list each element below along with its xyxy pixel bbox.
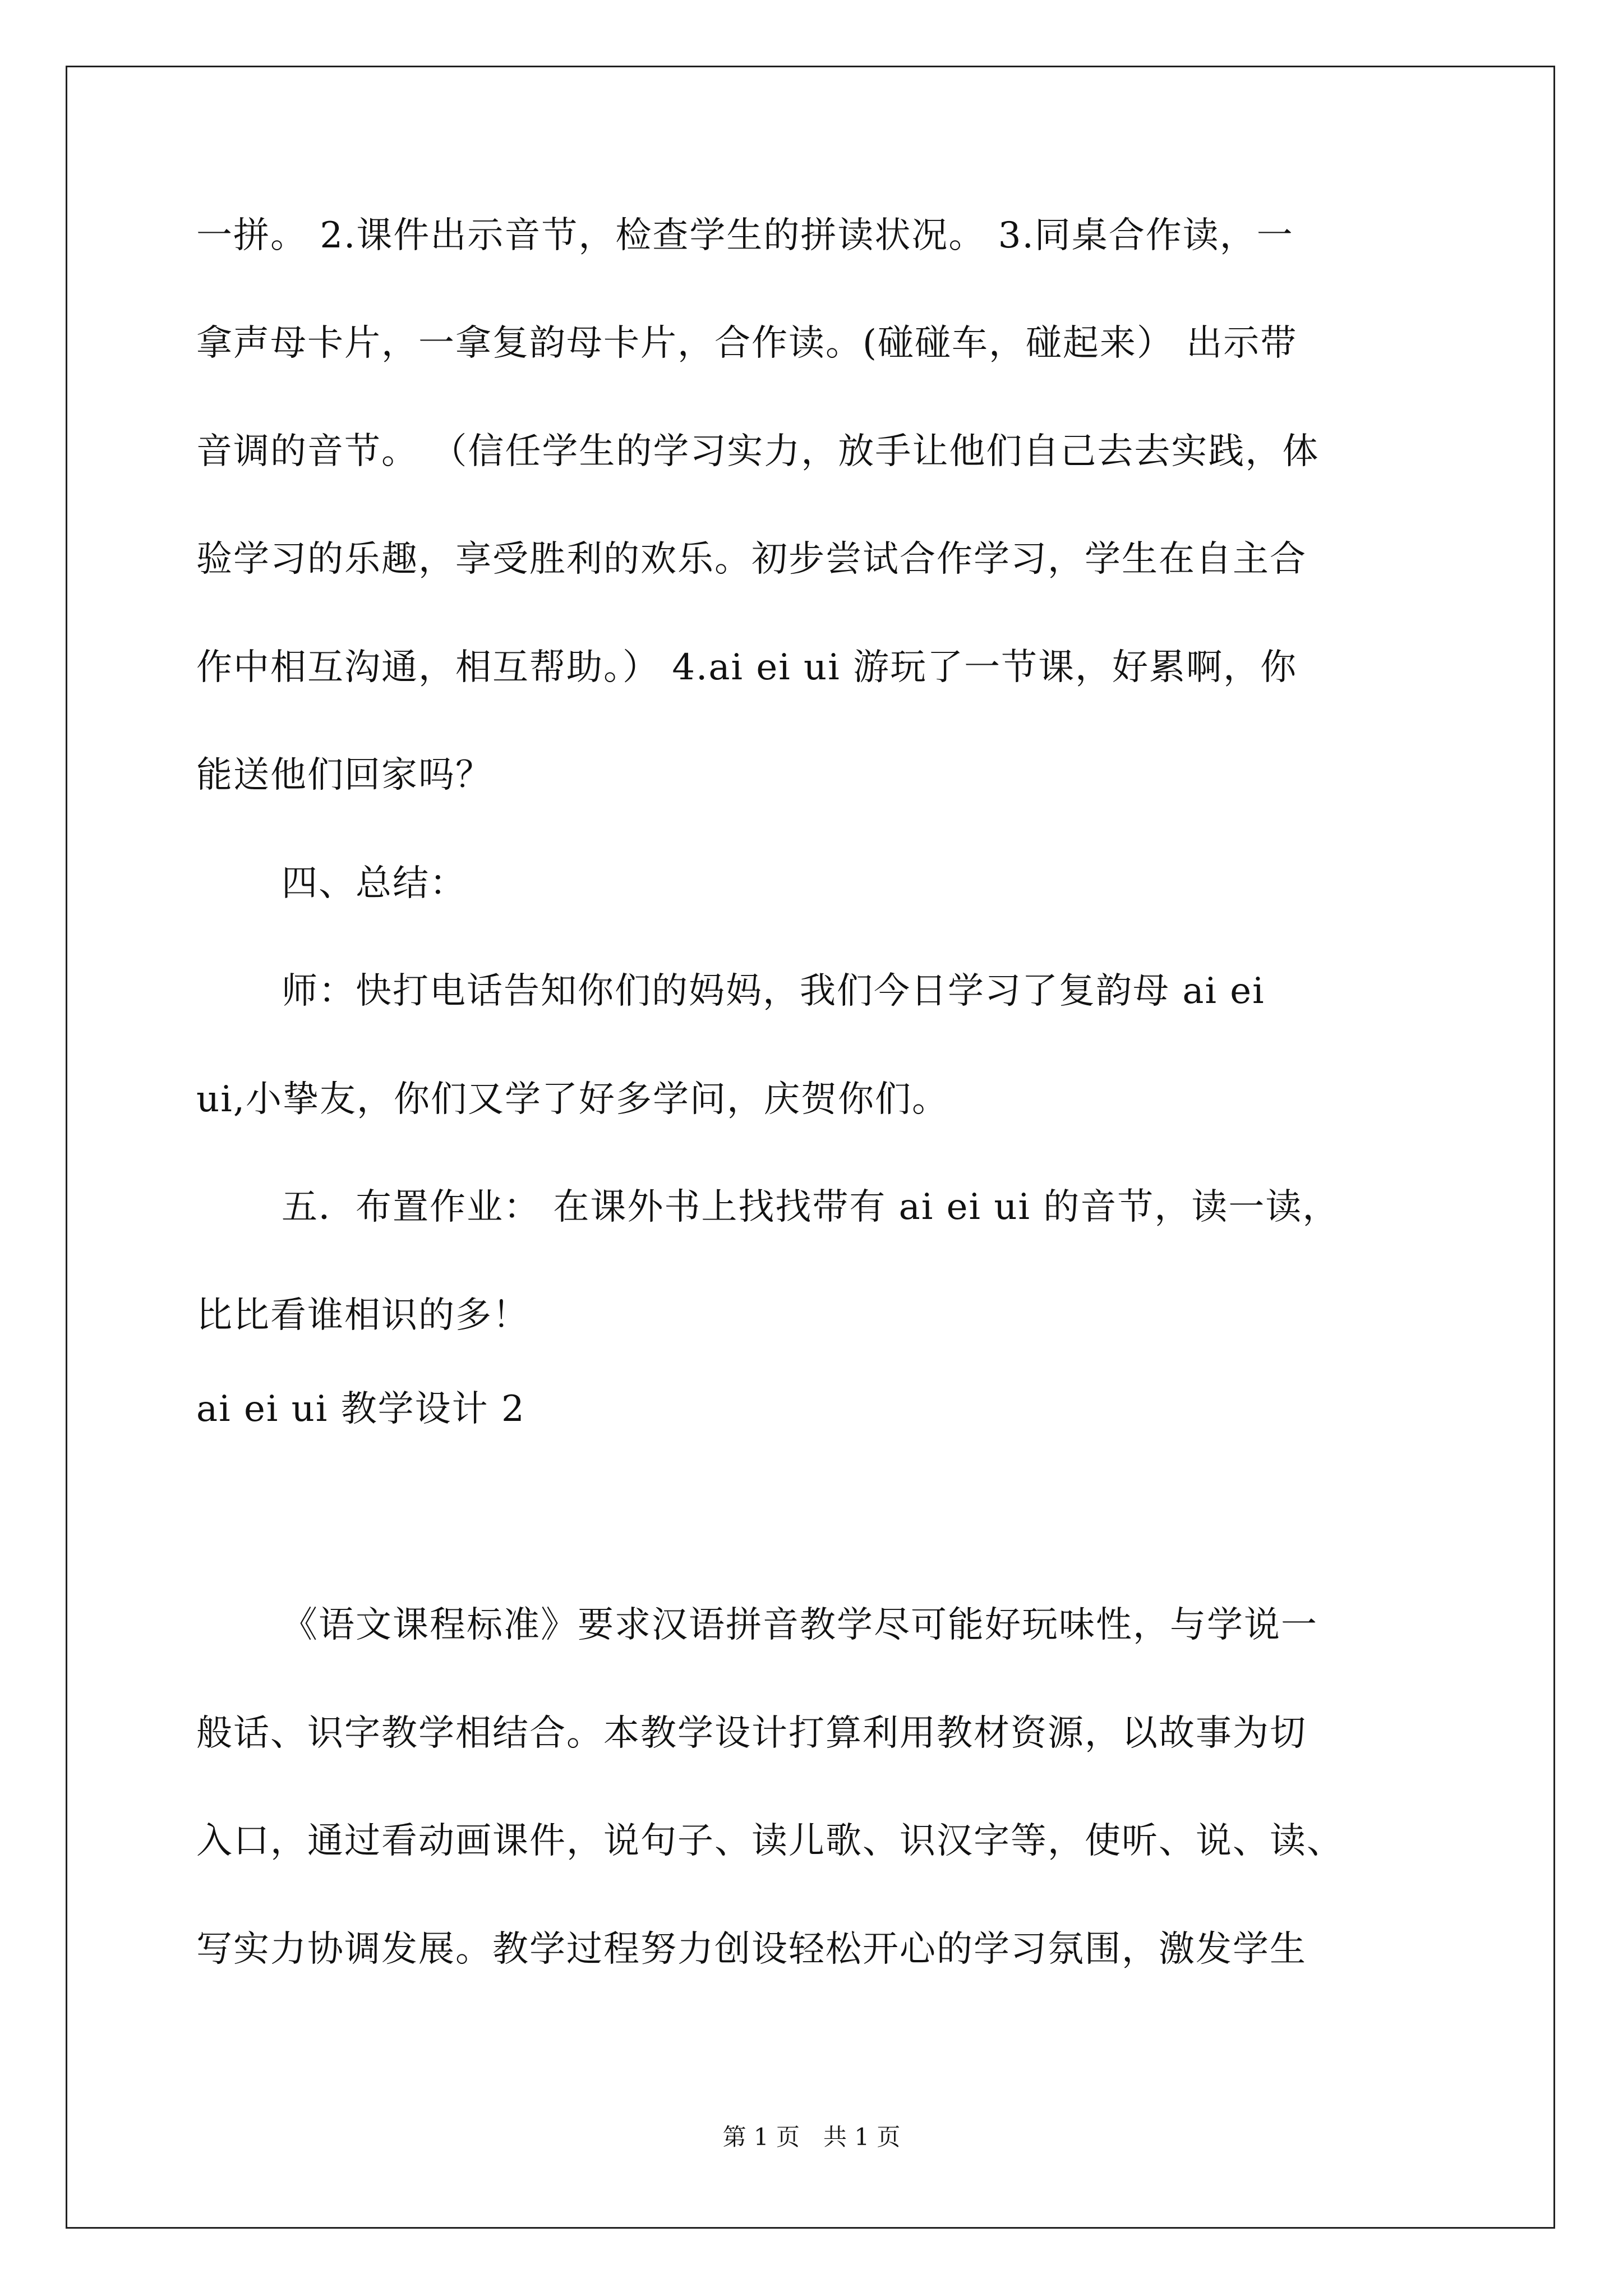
body-line: 《语文课程标准》要求汉语拼音教学尽可能好玩味性，与学说一 xyxy=(282,1604,1318,1646)
body-line: 五．布置作业： 在课外书上找找带有 ai ei ui 的音节，读一读， xyxy=(282,1186,1340,1228)
page-border xyxy=(66,66,1555,2229)
body-line: 能送他们回家吗？ xyxy=(196,754,492,796)
body-line: 拿声母卡片，一拿复韵母卡片，合作读。(碰碰车，碰起来） 出示带 xyxy=(196,323,1298,364)
page-footer: 第 1 页 共 1 页 xyxy=(722,2123,901,2151)
body-line: 写实力协调发展。教学过程努力创设轻松开心的学习氛围，激发学生 xyxy=(196,1929,1307,1970)
body-line: 师：快打电话告知你们的妈妈，我们今日学习了复韵母 ai ei xyxy=(282,970,1265,1012)
body-line: 一拼。 2.课件出示音节，检查学生的拼读状况。 3.同桌合作读，一 xyxy=(196,215,1294,256)
body-line: ui,小挚友，你们又学了好多学问，庆贺你们。 xyxy=(196,1079,949,1120)
document-title: ai ei ui 教学设计 2 xyxy=(196,1388,525,1430)
body-line: 验学习的乐趣，享受胜利的欢乐。初步尝试合作学习，学生在自主合 xyxy=(196,539,1307,580)
body-line: 音调的音节。 （信任学生的学习实力，放手让他们自己去去实践，体 xyxy=(196,431,1320,472)
body-line: 作中相互沟通，相互帮助。） 4.ai ei ui 游玩了一节课，好累啊，你 xyxy=(196,647,1298,688)
section-heading: 四、总结： xyxy=(282,863,467,904)
body-line: 入口，通过看动画课件，说句子、读儿歌、识汉字等，使听、说、读、 xyxy=(196,1820,1344,1862)
body-line: 比比看谁相识的多！ xyxy=(196,1295,529,1336)
body-line: 般话、识字教学相结合。本教学设计打算利用教材资源，以故事为切 xyxy=(196,1713,1307,1754)
